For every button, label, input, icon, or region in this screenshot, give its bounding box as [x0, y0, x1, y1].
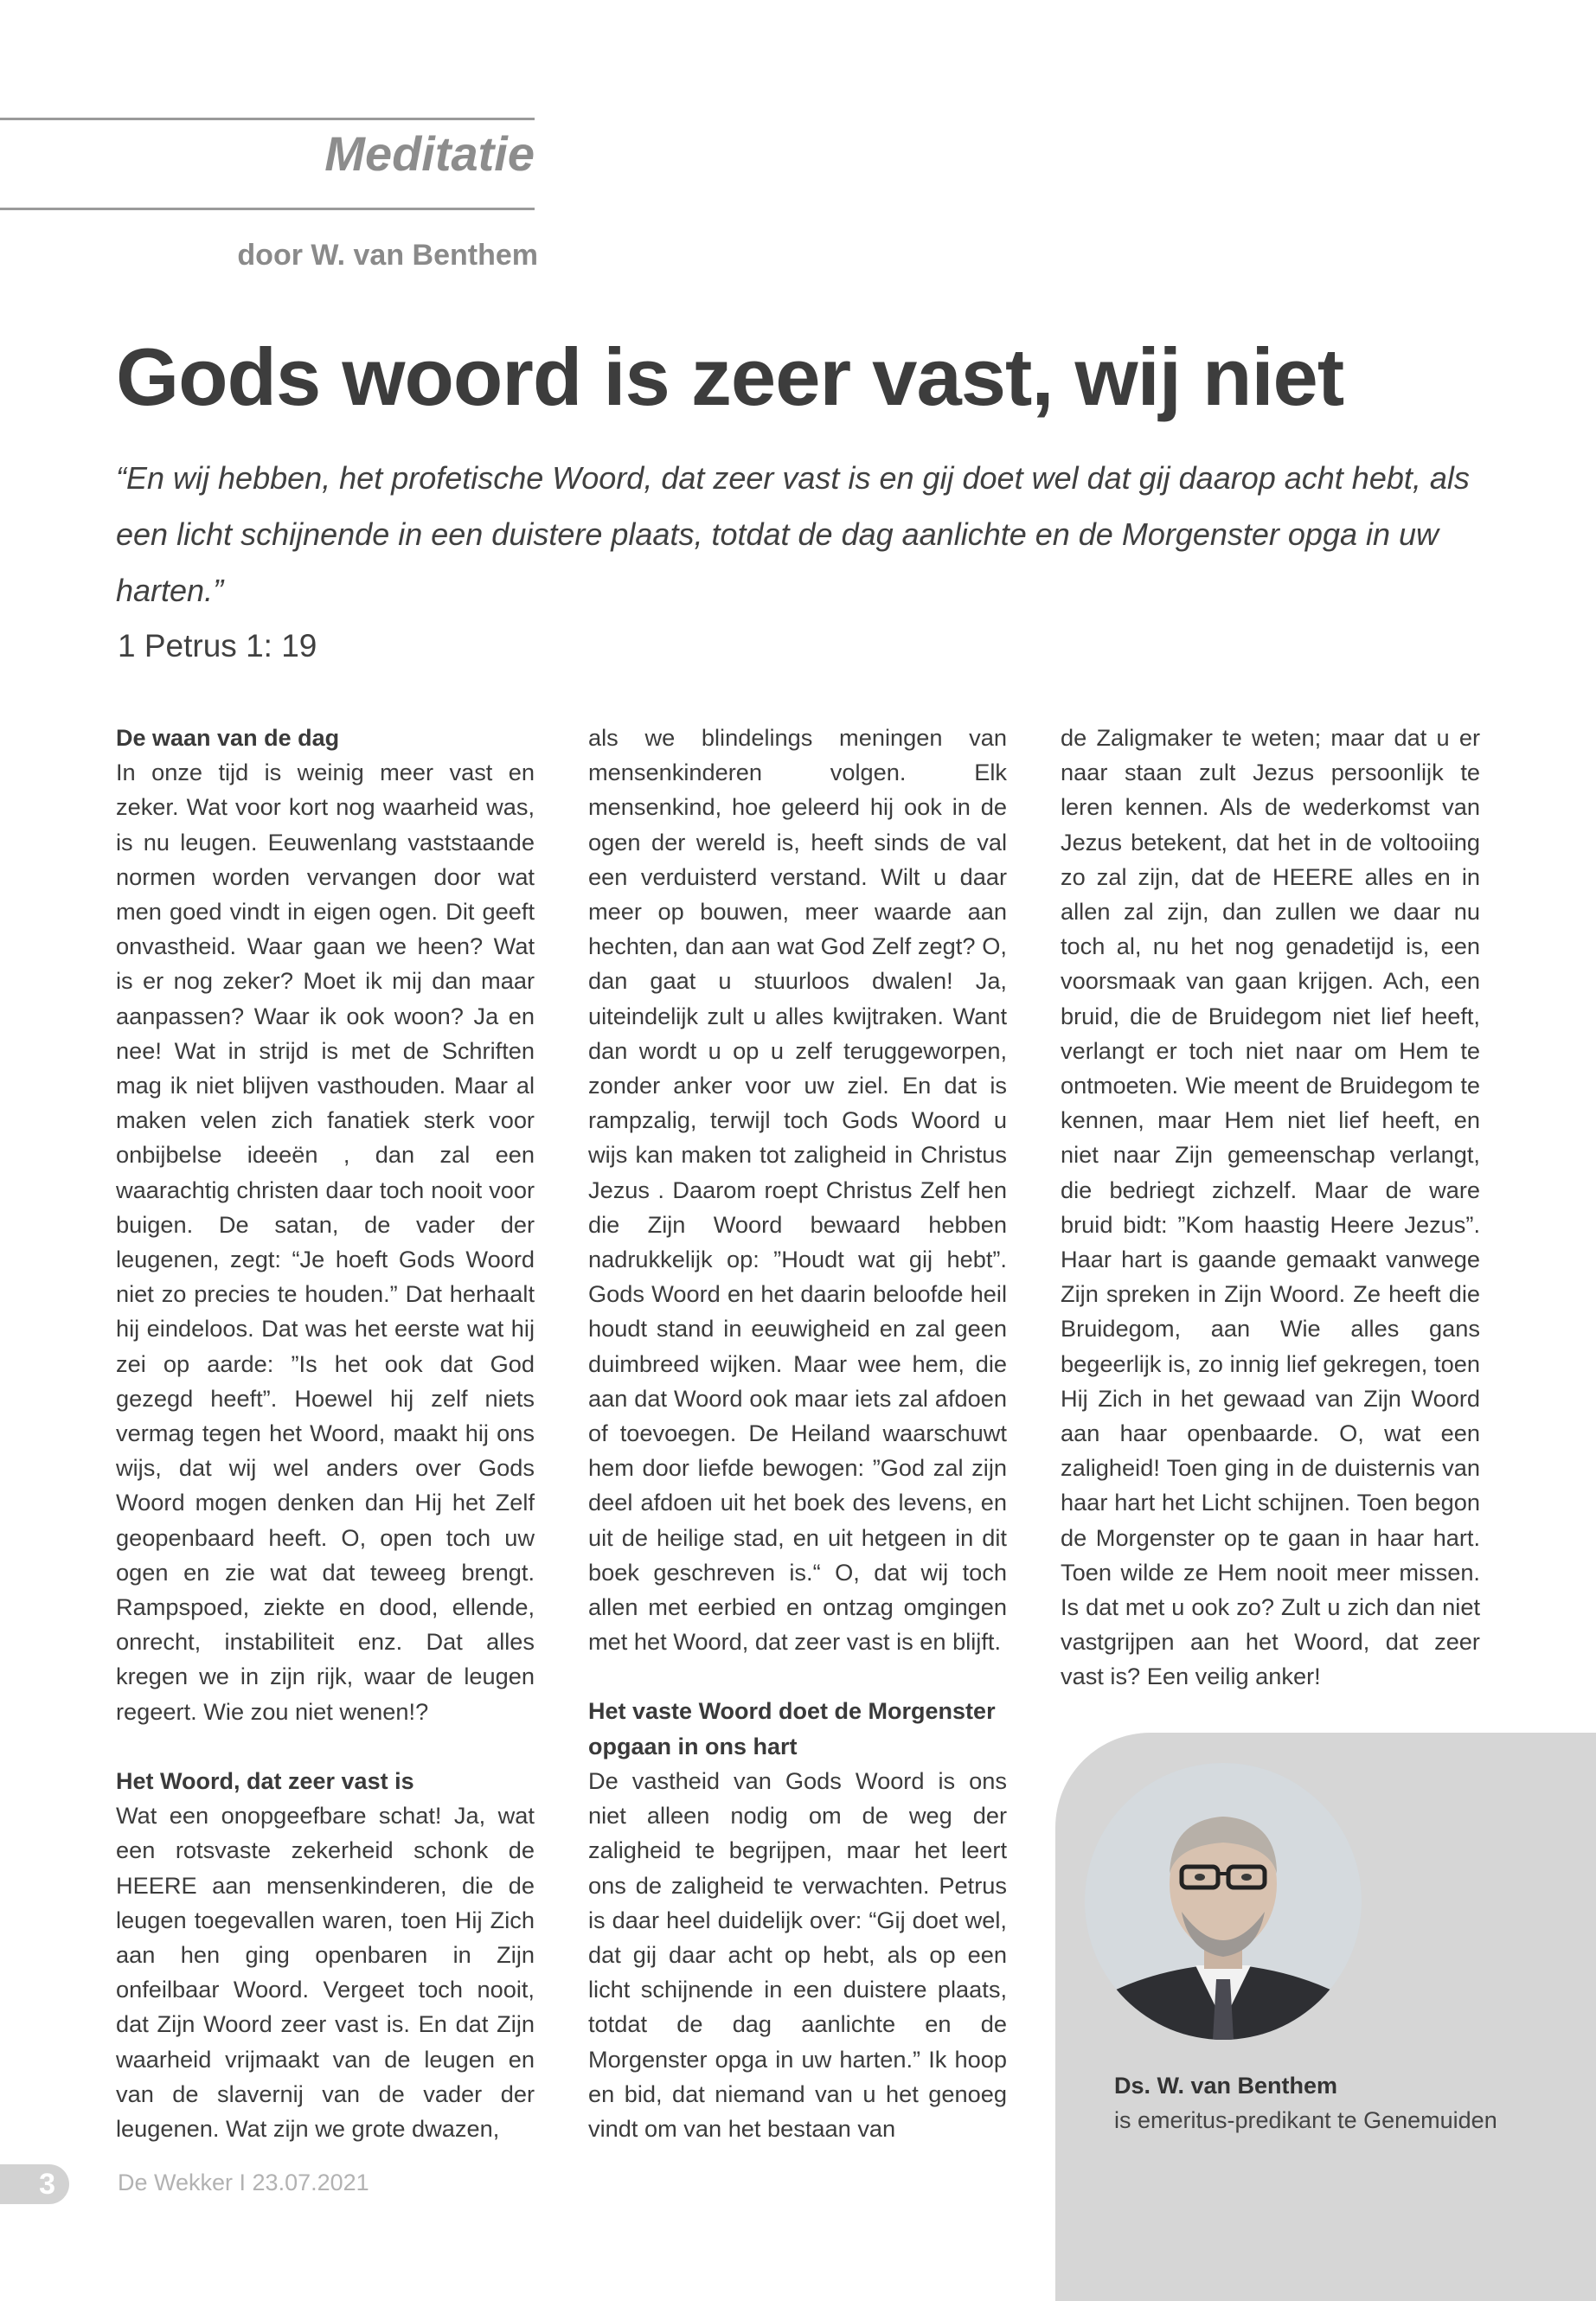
subheading-woord-vast: Het Woord, dat zeer vast is — [116, 1767, 414, 1794]
subheading-waan: De waan van de dag — [116, 725, 340, 751]
paragraph: Wat een onopgeefbare schat! Ja, wat een rotsvaste zekerheid schonk de HEERE aan mensenkinderen, die de leugen toegevallen waren, toen Hij Zich aan hen ging openbaren in Zijn onfeilbaar Woord. Vergeet toch nooit, dat Zijn Woord zeer vast is. En dat Zijn waarheid vrijmaakt van de leugen en van de slavernij van de vader der leugenen. Wat zijn we grote dwazen, — [116, 1802, 535, 2142]
footer-publication: De Wekker I 23.07.2021 — [118, 2170, 369, 2195]
scripture-reference: 1 Petrus 1: 19 — [118, 628, 317, 663]
author-name: Ds. W. van Benthem — [1114, 2073, 1338, 2099]
scripture-quote: “En wij hebben, het profetische Woord, dat zeer vast is en gij doet wel dat gij daarop acht hebt, als een licht schijnende in een duistere plaats, totdat de dag aanlichte en de Morgenster opga in uw harten.” — [116, 460, 1470, 608]
top-rule — [0, 118, 535, 120]
section-rule — [0, 208, 535, 210]
paragraph: De vastheid van Gods Woord is ons niet alleen nodig om de weg der zaligheid te begrijpen, maar het leert ons de zaligheid te verwachten. Petrus is daar heel duidelijk over: “Gij doet wel, dat gij daar acht op hebt, als op een licht schijnende in een duistere plaats, totdat de dag aanlichte en de Morgenster opga in uw harten.” Ik hoop en bid, dat niemand van u het genoeg vindt om van het bestaan van — [588, 1766, 1007, 2142]
article-title: Gods woord is zeer vast, wij niet — [116, 331, 1344, 422]
author-portrait-image — [1085, 1763, 1362, 2040]
section-label: Meditatie — [324, 126, 535, 181]
paragraph: als we blindelings meningen van mensenkinderen volgen. Elk mensenkind, hoe geleerd hij ook in de ogen der wereld is, heeft sinds de val een verduisterd verstand. Wilt u daar meer op bouwen, meer waarde aan hechten, dan aan wat God Zelf zegt? O, dan gaat u stuurloos dwalen! Ja, uiteindelijk zult u alles kwijtraken. Want dan wordt u op u zelf teruggeworpen, zonder anker voor uw ziel. En dat is rampzalig, terwijl toch Gods Woord u wijs kan maken tot zaligheid in Christus Jezus . Daarom roept Christus Zelf hen die Zijn Woord bewaard hebben nadrukkelijk op: ”Houdt wat gij hebt”. Gods Woord en het daarin beloofde heil houdt stand in eeuwigheid en zal geen duimbreed wijken. Maar wee hem, die aan dat Woord ook maar iets zal afdoen of toevoegen. De Heiland waarschuwt hem door liefde bewogen: ”God zal zijn deel afdoen uit het boek des levens, en uit de heilige stad, en uit hetgeen in dit boek geschreven is.“ O, dat wij toch allen met eerbied en ontzag omgingen met het Woord, dat zeer vast is en blijft. — [588, 724, 1007, 1656]
subheading-morgenster: Het vaste Woord doet de Morgenster opgaan in ons hart — [588, 1698, 996, 1759]
article-column-3 — [1061, 721, 1480, 1695]
author-photo — [1085, 1763, 1362, 2040]
paragraph: In onze tijd is weinig meer vast en zeker. Wat voor kort nog waarheid was, is nu leugen. Eeuwenlang vaststaande normen worden vervangen door wat men goed vindt in eigen ogen. Dit geeft onvastheid. Waar gaan we heen? Wat is er nog zeker? Moet ik mij dan maar aanpassen? Waar ik ook woon? Ja en nee! Wat in strijd is met de Schriften mag ik niet blijven vasthouden. Maar al maken velen zich fanatiek sterk voor onbijbelse ideeën , dan zal een waarachtig christen daar toch nooit voor buigen. De satan, de vader der leugenen, zegt: “Je hoeft Gods Woord niet zo precies te houden.” Dat herhaalt hij eindeloos. Dat was het eerste wat hij zei op aarde: ”Is het ook dat God gezegd heeft”. Hoewel hij zelf niets vermag tegen het Woord, maakt hij ons wijs, dat wij wel anders over Gods Woord mogen denken dan Hij het Zelf geopenbaard heeft. O, open toch uw ogen en zie wat dat teweeg brengt. Rampspoed, ziekte en dood, ellende, onrecht, instabiliteit enz. Dat alles kregen we in zijn rijk, waar de leugen regeert. Wie zou niet wenen!? — [116, 759, 535, 1725]
author-box — [1055, 1733, 1596, 2301]
article-column-2 — [588, 721, 1007, 2146]
author-bio: is emeritus-predikant te Genemuiden — [1114, 2107, 1497, 2133]
paragraph: de Zaligmaker te weten; maar dat u er naar staan zult Jezus persoonlijk te leren kennen. Als de wederkomst van Jezus betekent, dat het in de voltooiing zo zal zijn, dat de HEERE alles en in allen zal zijn, dan zullen we daar nu toch al, nu het nog genadetijd is, een voorsmaak van gaan krijgen. Ach, een bruid, die de Bruidegom niet lief heeft, verlangt er toch niet naar om Hem te ontmoeten. Wie meent de Bruidegom te kennen, maar Hem niet lief heeft, en niet naar Zijn gemeenschap verlangt, die bedriegt zichzelf. Maar de ware bruid bidt: ”Kom haastig Heere Jezus”. Haar hart is gaande gemaakt vanwege Zijn spreken in Zijn Woord. Ze heeft die Bruidegom, aan Wie alles gans begeerlijk is, zo innig lief gekregen, toen Hij Zich in het gewaad van Zijn Woord aan haar openbaarde. O, wat een zaligheid! Toen ging in de duisternis van haar hart het Licht schijnen. Toen begon de Morgenster op te gaan in haar hart. Toen wilde ze Hem nooit meer missen. Is dat met u ook zo? Zult u zich dan niet vastgrijpen aan het Woord, dat zeer vast is? Een veilig anker! — [1061, 724, 1480, 1690]
page-number: 3 — [0, 2164, 69, 2204]
article-column-1 — [116, 721, 535, 2146]
byline: door W. van Benthem — [237, 239, 538, 272]
